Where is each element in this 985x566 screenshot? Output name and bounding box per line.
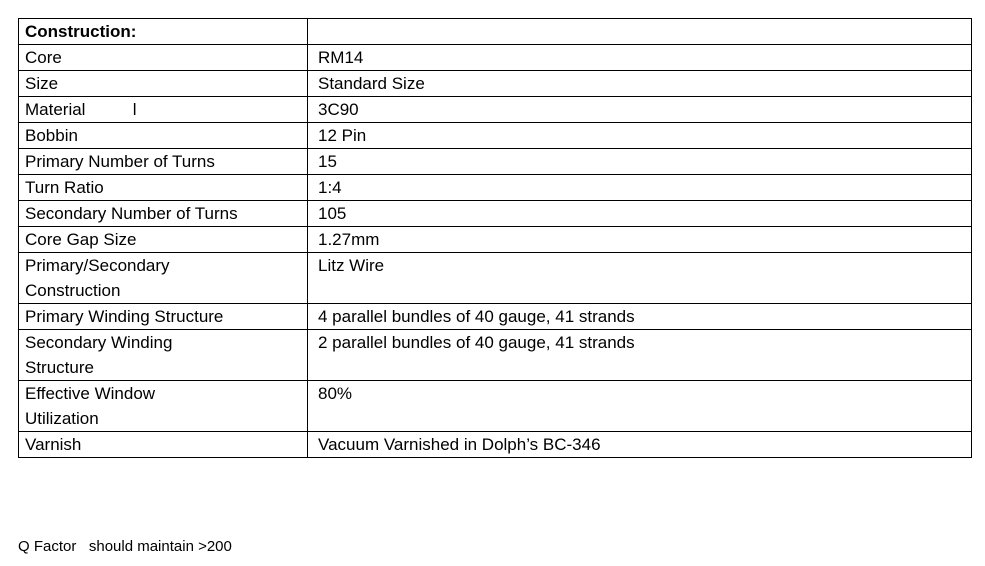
table-row-bobbin xyxy=(19,123,972,149)
row-label: Size xyxy=(19,71,308,97)
table-row-primary-winding xyxy=(19,304,972,330)
construction-spec-table xyxy=(18,18,972,458)
row-label: Primary Number of Turns xyxy=(19,149,308,175)
row-value: Vacuum Varnished in Dolph’s BC-346 xyxy=(308,432,972,458)
table-row-core xyxy=(19,45,972,71)
row-value: 105 xyxy=(308,201,972,227)
row-value: 80% xyxy=(308,381,972,432)
table-header-row xyxy=(19,19,972,45)
table-row-varnish xyxy=(19,432,972,458)
row-value: 12 Pin xyxy=(308,123,972,149)
row-value: 15 xyxy=(308,149,972,175)
row-value: 3C90 xyxy=(308,97,972,123)
table-row-secondary-turns xyxy=(19,201,972,227)
row-value: 1:4 xyxy=(308,175,972,201)
row-label: Varnish xyxy=(19,432,308,458)
q-factor-note: Q Factor should maintain >200 xyxy=(18,538,232,555)
row-label: Bobbin xyxy=(19,123,308,149)
row-value: 2 parallel bundles of 40 gauge, 41 strands xyxy=(308,330,972,381)
row-value: Litz Wire xyxy=(308,253,972,304)
table-row-size xyxy=(19,71,972,97)
row-label: Primary/Secondary Construction xyxy=(19,253,308,304)
header-value-cell xyxy=(308,19,972,45)
row-value: Standard Size xyxy=(308,71,972,97)
row-value: RM14 xyxy=(308,45,972,71)
row-label: Turn Ratio xyxy=(19,175,308,201)
row-label: Core xyxy=(19,45,308,71)
row-value: 1.27mm xyxy=(308,227,972,253)
row-value: 4 parallel bundles of 40 gauge, 41 strands xyxy=(308,304,972,330)
table-row-turn-ratio xyxy=(19,175,972,201)
row-label: Secondary Number of Turns xyxy=(19,201,308,227)
row-label: Primary Winding Structure xyxy=(19,304,308,330)
table-row-core-gap xyxy=(19,227,972,253)
row-label: Material l xyxy=(19,97,308,123)
header-label-cell: Construction: xyxy=(19,19,308,45)
row-label: Secondary Winding Structure xyxy=(19,330,308,381)
row-label: Effective Window Utilization xyxy=(19,381,308,432)
table-row-construction xyxy=(19,253,972,304)
table-row-primary-turns xyxy=(19,149,972,175)
table-row-material xyxy=(19,97,972,123)
table-row-secondary-winding xyxy=(19,330,972,381)
row-label: Core Gap Size xyxy=(19,227,308,253)
table-row-window-utilization xyxy=(19,381,972,432)
